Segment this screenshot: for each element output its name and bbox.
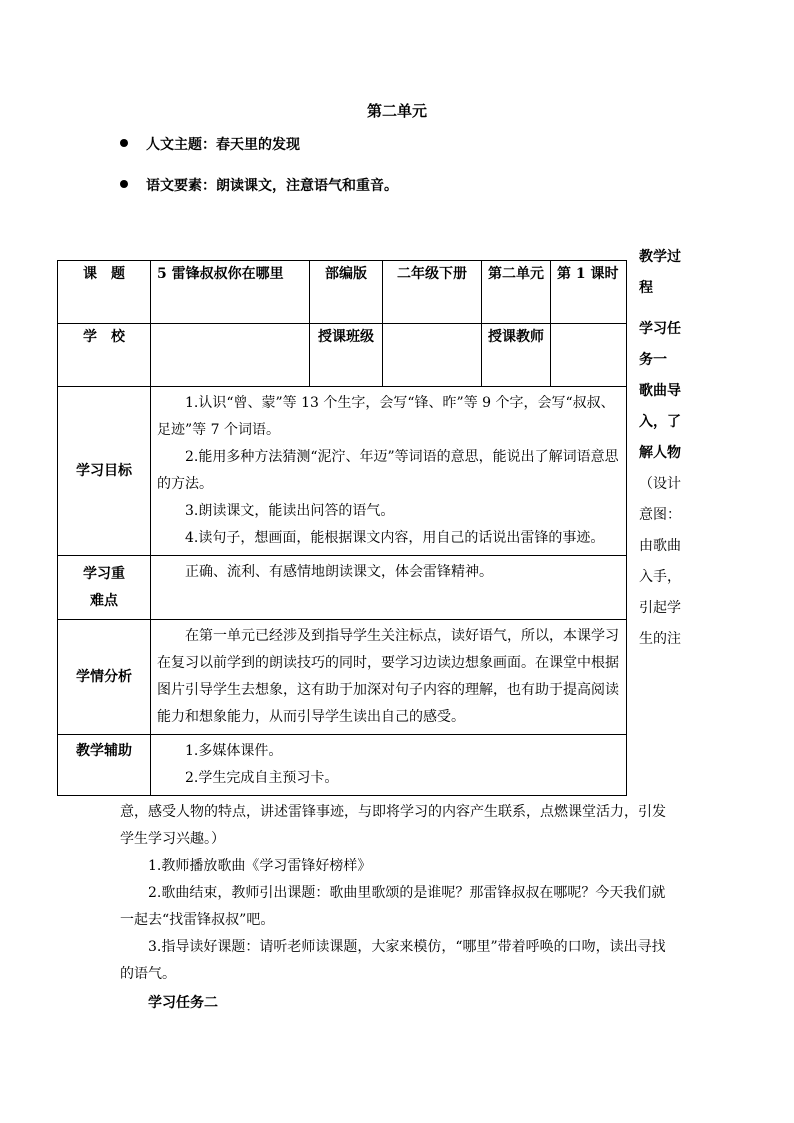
class-label: 授课班级 <box>310 324 383 387</box>
teacher-value <box>551 324 627 387</box>
goal-item: 4.读句子，想画面，能根据课文内容，用自己的话说出雷锋的事迹。 <box>185 530 605 546</box>
step-item: 2.歌曲结束，教师引出课题：歌曲里歌颂的是谁呢？那雷锋叔叔在哪呢？今天我们就一起去“找雷锋叔叔”吧。 <box>120 885 666 928</box>
teacher-label: 授课教师 <box>482 324 551 387</box>
goals-content <box>151 387 627 556</box>
unit: 第二单元 <box>482 261 551 324</box>
bullet-dot-icon <box>120 139 128 147</box>
task-two-heading: 学习任务二 <box>148 995 218 1011</box>
row-analysis <box>58 620 627 735</box>
aids-content <box>151 735 627 796</box>
key-content <box>151 556 627 620</box>
goal-item: 3.朗读课文，能读出问答的语气。 <box>185 503 395 519</box>
bullet-text: 语文要素：朗读课文，注意语气和重音。 <box>146 178 398 194</box>
row-school <box>58 324 627 387</box>
key-label: 学习重难点 <box>58 556 151 620</box>
key-text: 正确、流利、有感情地朗读课文，体会雷锋精神。 <box>185 564 493 580</box>
row-topic <box>58 261 627 324</box>
analysis-content <box>151 620 627 735</box>
lesson-plan-table <box>57 260 627 796</box>
step-item: 1.教师播放歌曲《学习雷锋好榜样》 <box>148 858 372 874</box>
side-task-label: 学习任务一 <box>639 321 681 368</box>
side-heading: 教学过程 <box>639 249 681 296</box>
row-goals <box>58 387 627 556</box>
bullet-theme <box>120 134 300 154</box>
aid-item: 1.多媒体课件。 <box>185 743 283 759</box>
row-key-points <box>58 556 627 620</box>
grade: 二年级下册 <box>383 261 482 324</box>
goal-item: 1.认识“曾、蒙”等 13 个生字，会写“锋、昨”等 9 个字，会写“叔叔、足迹”等 7 个词语。 <box>157 395 615 438</box>
aids-label: 教学辅助 <box>58 735 151 796</box>
topic-label: 课 题 <box>58 261 151 324</box>
school-label: 学 校 <box>58 324 151 387</box>
side-task-title: 歌曲导入，了解人物 <box>639 383 681 461</box>
side-column <box>639 242 687 655</box>
bullet-text: 人文主题：春天里的发现 <box>146 137 300 153</box>
row-aids <box>58 735 627 796</box>
school-value <box>151 324 310 387</box>
page-title: 第二单元 <box>366 102 427 120</box>
period: 第 1 课时 <box>551 261 627 324</box>
bullet-dot-icon <box>120 180 128 188</box>
step-item: 3.指导读好课题：请听老师读课题，大家来模仿，“哪里”带着呼唤的口吻，读出寻找的语气。 <box>120 939 666 982</box>
lesson-title: 5 雷锋叔叔你在哪里 <box>151 261 310 324</box>
side-design-note: （设计意图：由歌曲入手，引起学生的注 <box>639 476 681 647</box>
analysis-text: 在第一单元已经涉及到指导学生关注标点，读好语气，所以，本课学习在复习以前学到的朗读技巧的同时，要学习边读边想象画面。在课堂中根据图片引导学生去想象，这有助于加深对句子内容的理解，也有助于提高阅读能力和想象能力，从而引导学生读出自己的感受。 <box>157 628 619 725</box>
edition: 部编版 <box>310 261 383 324</box>
analysis-label: 学情分析 <box>58 620 151 735</box>
aid-item: 2.学生完成自主预习卡。 <box>185 770 339 786</box>
class-value <box>383 324 482 387</box>
body-section <box>120 799 675 1017</box>
design-note-continuation: 意，感受人物的特点，讲述雷锋事迹，与即将学习的内容产生联系，点燃课堂活力，引发学生学习兴趣。） <box>120 804 666 847</box>
goals-label: 学习目标 <box>58 387 151 556</box>
goal-item: 2.能用多种方法猜测“泥泞、年迈”等词语的意思，能说出了解词语意思的方法。 <box>157 449 619 492</box>
bullet-elements <box>120 175 398 195</box>
